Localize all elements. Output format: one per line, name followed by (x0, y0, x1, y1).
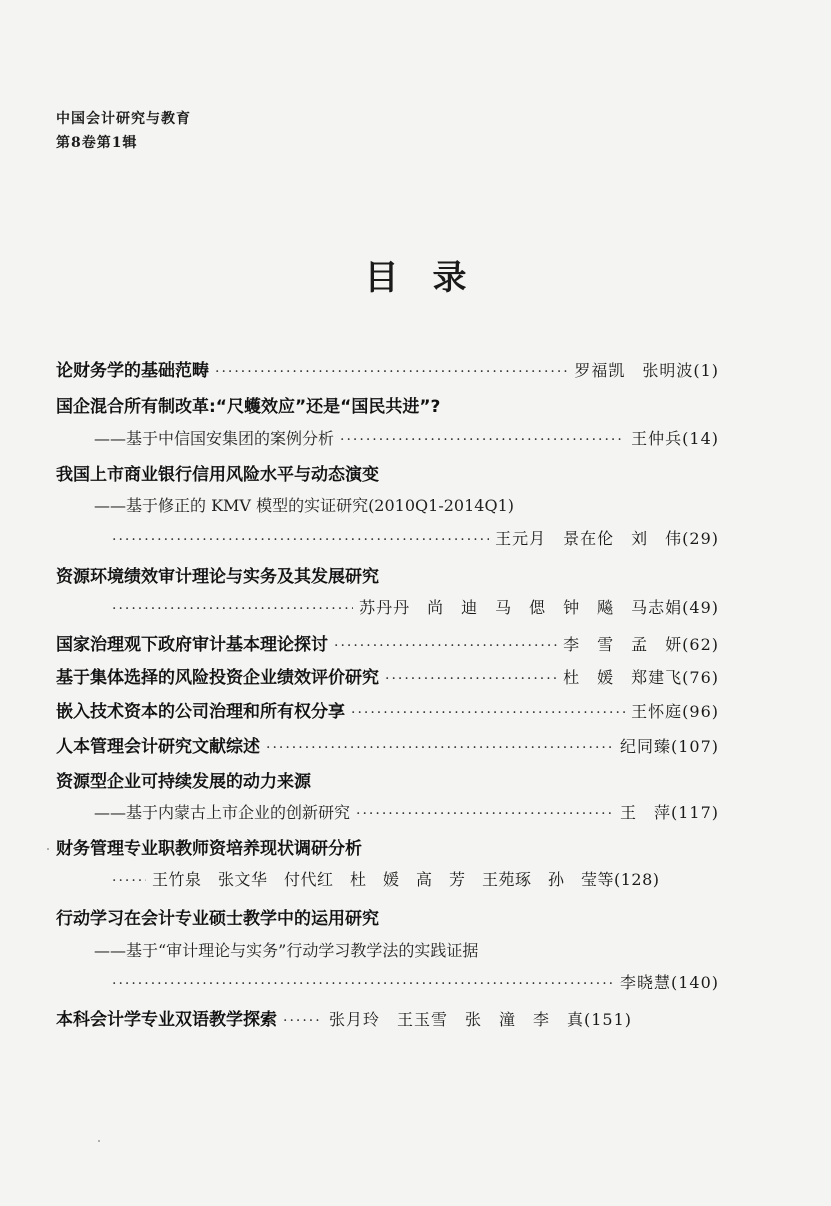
toc-authors: 王仲兵(14) (631, 429, 719, 448)
leader-dots (112, 976, 614, 992)
toc-entry (56, 732, 719, 757)
leader-dots (334, 638, 557, 654)
leader-dots (112, 532, 489, 548)
toc-entry-sub (94, 426, 719, 449)
toc-authors: 张月玲 王玉雪 张 潼 李 真(151) (329, 1010, 633, 1029)
toc-authors: 李晓慧(140) (619, 973, 719, 992)
toc-title: 资源型企业可持续发展的动力来源 (56, 772, 311, 792)
toc-entry (56, 663, 719, 688)
scan-speck (47, 848, 49, 850)
toc-entry-sub (94, 493, 514, 516)
toc-entry (56, 834, 362, 859)
toc-authors: 杜 媛 郑建飞(76) (563, 668, 719, 687)
page-title: 目 录 (364, 258, 467, 298)
toc-title: 我国上市商业银行信用风险水平与动态演变 (56, 465, 379, 485)
leader-dots (340, 432, 625, 448)
toc-entry (56, 392, 440, 417)
journal-name: 中国会计研究与教育 (56, 111, 191, 127)
toc-title: 本科会计学专业双语教学探索 (56, 1010, 277, 1030)
toc-title: 国家治理观下政府审计基本理论探讨 (56, 635, 328, 655)
toc-entry (56, 1005, 719, 1030)
toc-entry (56, 767, 311, 792)
toc-authors: 苏丹丹 尚 迪 马 偲 钟 飚 马志娟(49) (359, 598, 719, 617)
toc-title: 资源环境绩效审计理论与实务及其发展研究 (56, 567, 379, 587)
toc-title: 基于集体选择的风险投资企业绩效评价研究 (56, 668, 379, 688)
toc-subtitle: ——基于修正的 KMV 模型的实证研究(2010Q1-2014Q1) (94, 496, 514, 515)
leader-dots (112, 873, 146, 889)
toc-authors: 王怀庭(96) (631, 702, 719, 721)
toc-title: 国企混合所有制改革:“尺蠖效应”还是“国民共进”? (56, 397, 441, 417)
toc-title: 行动学习在会计专业硕士教学中的运用研究 (56, 909, 379, 929)
toc-title: 人本管理会计研究文献综述 (56, 737, 260, 757)
leader-dots (112, 601, 353, 617)
toc-authors: 王竹泉 张文华 付代红 杜 媛 高 芳 王苑琢 孙 莹等(128) (152, 870, 660, 889)
toc-subtitle: ——基于内蒙古上市企业的创新研究 (94, 803, 351, 822)
leader-dots (356, 806, 614, 822)
leader-dots (385, 671, 557, 687)
scan-speck (98, 1140, 100, 1142)
toc-entry-authors (112, 970, 719, 993)
toc-title: 嵌入技术资本的公司治理和所有权分享 (56, 702, 345, 722)
toc-entry-sub (94, 800, 719, 823)
toc-subtitle: ——基于“审计理论与实务”行动学习教学法的实践证据 (94, 941, 479, 960)
toc-title: 财务管理专业职教师资培养现状调研分析 (56, 839, 362, 859)
toc-authors: 王元月 景在伦 刘 伟(29) (495, 529, 719, 548)
toc-entry-authors (112, 867, 719, 890)
toc-title: 论财务学的基础范畴 (56, 361, 209, 381)
journal-issue: 第8卷第1辑 (56, 135, 138, 151)
toc-authors: 纪同臻(107) (619, 737, 719, 756)
toc-authors: 罗福凯 张明波(1) (574, 361, 719, 380)
toc-entry-authors (112, 595, 719, 618)
journal-header (56, 107, 191, 155)
toc-entry-sub (94, 938, 478, 961)
toc-authors: 李 雪 孟 妍(62) (563, 635, 719, 654)
toc-entry-authors (112, 526, 719, 549)
toc-subtitle: ——基于中信国安集团的案例分析 (94, 429, 335, 448)
toc-entry (56, 562, 379, 587)
leader-dots (351, 705, 625, 721)
toc-entry (56, 630, 719, 655)
toc-authors: 王 萍(117) (619, 803, 719, 822)
leader-dots (283, 1013, 323, 1029)
leader-dots (266, 740, 614, 756)
leader-dots (215, 364, 568, 380)
toc-entry (56, 697, 719, 722)
toc-entry (56, 356, 719, 381)
toc-entry (56, 460, 379, 485)
toc-entry (56, 904, 379, 929)
